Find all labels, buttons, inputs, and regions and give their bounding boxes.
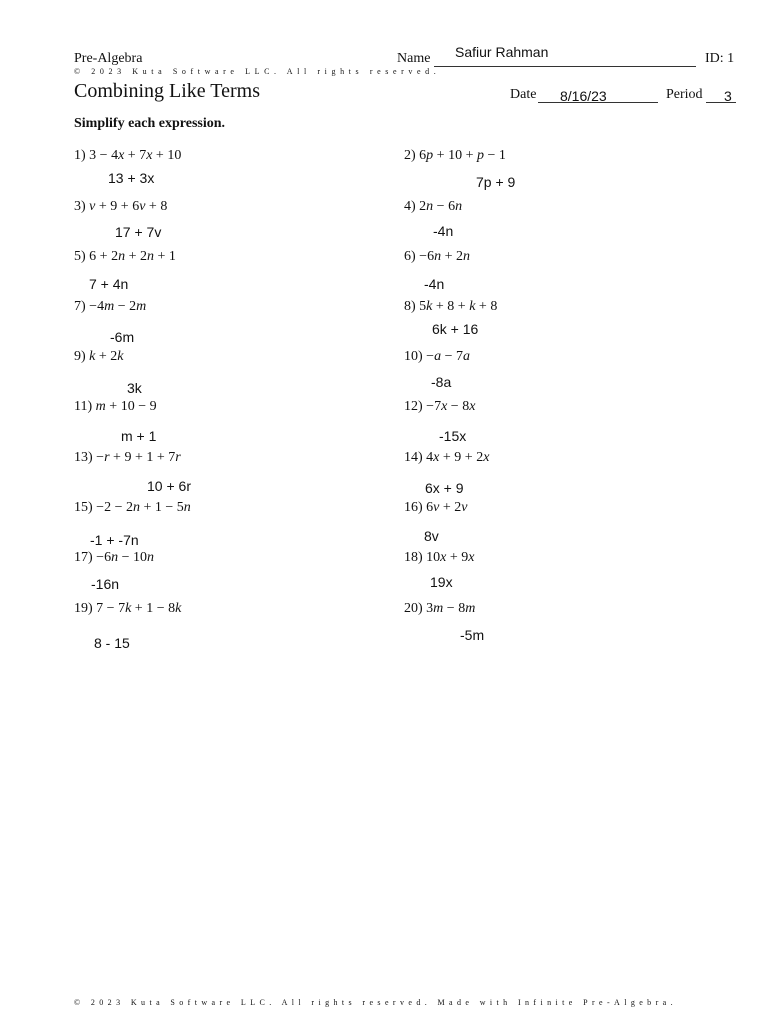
problem-expression: 6v + 2v [426,500,468,515]
problem-expression: m + 10 − 9 [95,399,157,414]
problem-number: 19) [74,601,93,616]
name-value: Safiur Rahman [455,44,549,60]
answer-19: 8 - 15 [94,635,130,651]
problem-number: 15) [74,500,93,515]
problem-20 [404,601,475,617]
problem-expression: v + 9 + 6v + 8 [89,199,168,214]
problem-1 [74,148,181,164]
problem-8 [404,299,497,315]
problem-expression: 2n − 6n [419,199,463,214]
problem-expression: 5k + 8 + k + 8 [419,299,498,314]
problem-14 [404,450,489,466]
answer-6: -4n [424,276,445,292]
answer-15: -1 + -7n [90,532,139,548]
answer-7: -6m [110,329,135,345]
problem-expression: 6 + 2n + 2n + 1 [89,249,176,264]
period-label: Period [666,87,703,102]
problem-6 [404,249,470,265]
answer-8: 6k + 16 [432,321,479,337]
problem-number: 2) [404,148,416,163]
worksheet-title: Combining Like Terms [74,80,260,102]
problem-expression: −6n − 10n [96,550,154,565]
problem-expression: 3 − 4x + 7x + 10 [89,148,182,163]
problem-number: 13) [74,450,93,465]
answer-17: -16n [91,576,120,592]
answer-5: 7 + 4n [89,276,129,292]
problem-expression: −2 − 2n + 1 − 5n [96,500,191,515]
problem-18 [404,550,475,566]
problem-expression: 6p + 10 + p − 1 [419,148,506,163]
problem-expression: 7 − 7k + 1 − 8k [96,601,182,616]
answer-14: 6x + 9 [425,480,464,496]
answer-3: 17 + 7v [115,224,162,240]
problem-expression: 3m − 8m [426,601,476,616]
problem-15 [74,500,191,516]
problem-12 [404,399,475,415]
problem-number: 11) [74,399,93,414]
id-label: ID: 1 [705,51,735,66]
problem-19 [74,601,181,617]
problem-3 [74,199,167,215]
problem-7 [74,299,146,315]
problem-number: 16) [404,500,423,515]
answer-9: 3k [127,380,142,396]
problem-number: 7) [74,299,86,314]
problem-number: 10) [404,349,423,364]
answer-1: 13 + 3x [108,170,155,186]
name-field-line [434,66,696,67]
problem-number: 14) [404,450,423,465]
problem-number: 5) [74,249,86,264]
problem-11 [74,399,157,415]
problem-expression: −a − 7a [426,349,470,364]
problem-9 [74,349,124,365]
answer-11: m + 1 [121,428,157,444]
problem-expression: −4m − 2m [89,299,147,314]
problem-expression: 10x + 9x [426,550,475,565]
answer-16: 8v [424,528,439,544]
problem-10 [404,349,470,365]
problem-number: 8) [404,299,416,314]
instructions: Simplify each expression. [74,116,226,131]
problem-13 [74,450,181,466]
problem-number: 3) [74,199,86,214]
problem-expression: k + 2k [89,349,124,364]
problem-17 [74,550,154,566]
problem-expression: 4x + 9 + 2x [426,450,490,465]
problem-number: 1) [74,148,86,163]
date-label: Date [510,87,537,102]
answer-10: -8a [431,374,452,390]
footer-copyright: © 2023 Kuta Software LLC. All rights reserved. Made with Infinite Pre-Algebra. [74,998,677,1007]
problem-expression: −7x − 8x [426,399,476,414]
copyright-notice: © 2023 Kuta Software LLC. All rights reserved. [74,67,441,76]
problem-4 [404,199,462,215]
problem-expression: −6n + 2n [419,249,470,264]
subject-label: Pre-Algebra [74,51,143,66]
problem-2 [404,148,506,164]
problem-5 [74,249,176,265]
problem-number: 9) [74,349,86,364]
problem-number: 12) [404,399,423,414]
answer-13: 10 + 6r [147,478,191,494]
problem-expression: −r + 9 + 1 + 7r [96,450,181,465]
date-value: 8/16/23 [560,88,607,104]
problem-number: 20) [404,601,423,616]
answer-2: 7p + 9 [476,174,516,190]
problem-number: 6) [404,249,416,264]
answer-12: -15x [439,428,467,444]
answer-18: 19x [430,574,453,590]
problem-16 [404,500,468,516]
problem-number: 17) [74,550,93,565]
problem-number: 4) [404,199,416,214]
answer-20: -5m [460,627,485,643]
answer-4: -4n [433,223,454,239]
problem-number: 18) [404,550,423,565]
period-value: 3 [724,88,732,104]
name-label: Name [397,51,431,66]
